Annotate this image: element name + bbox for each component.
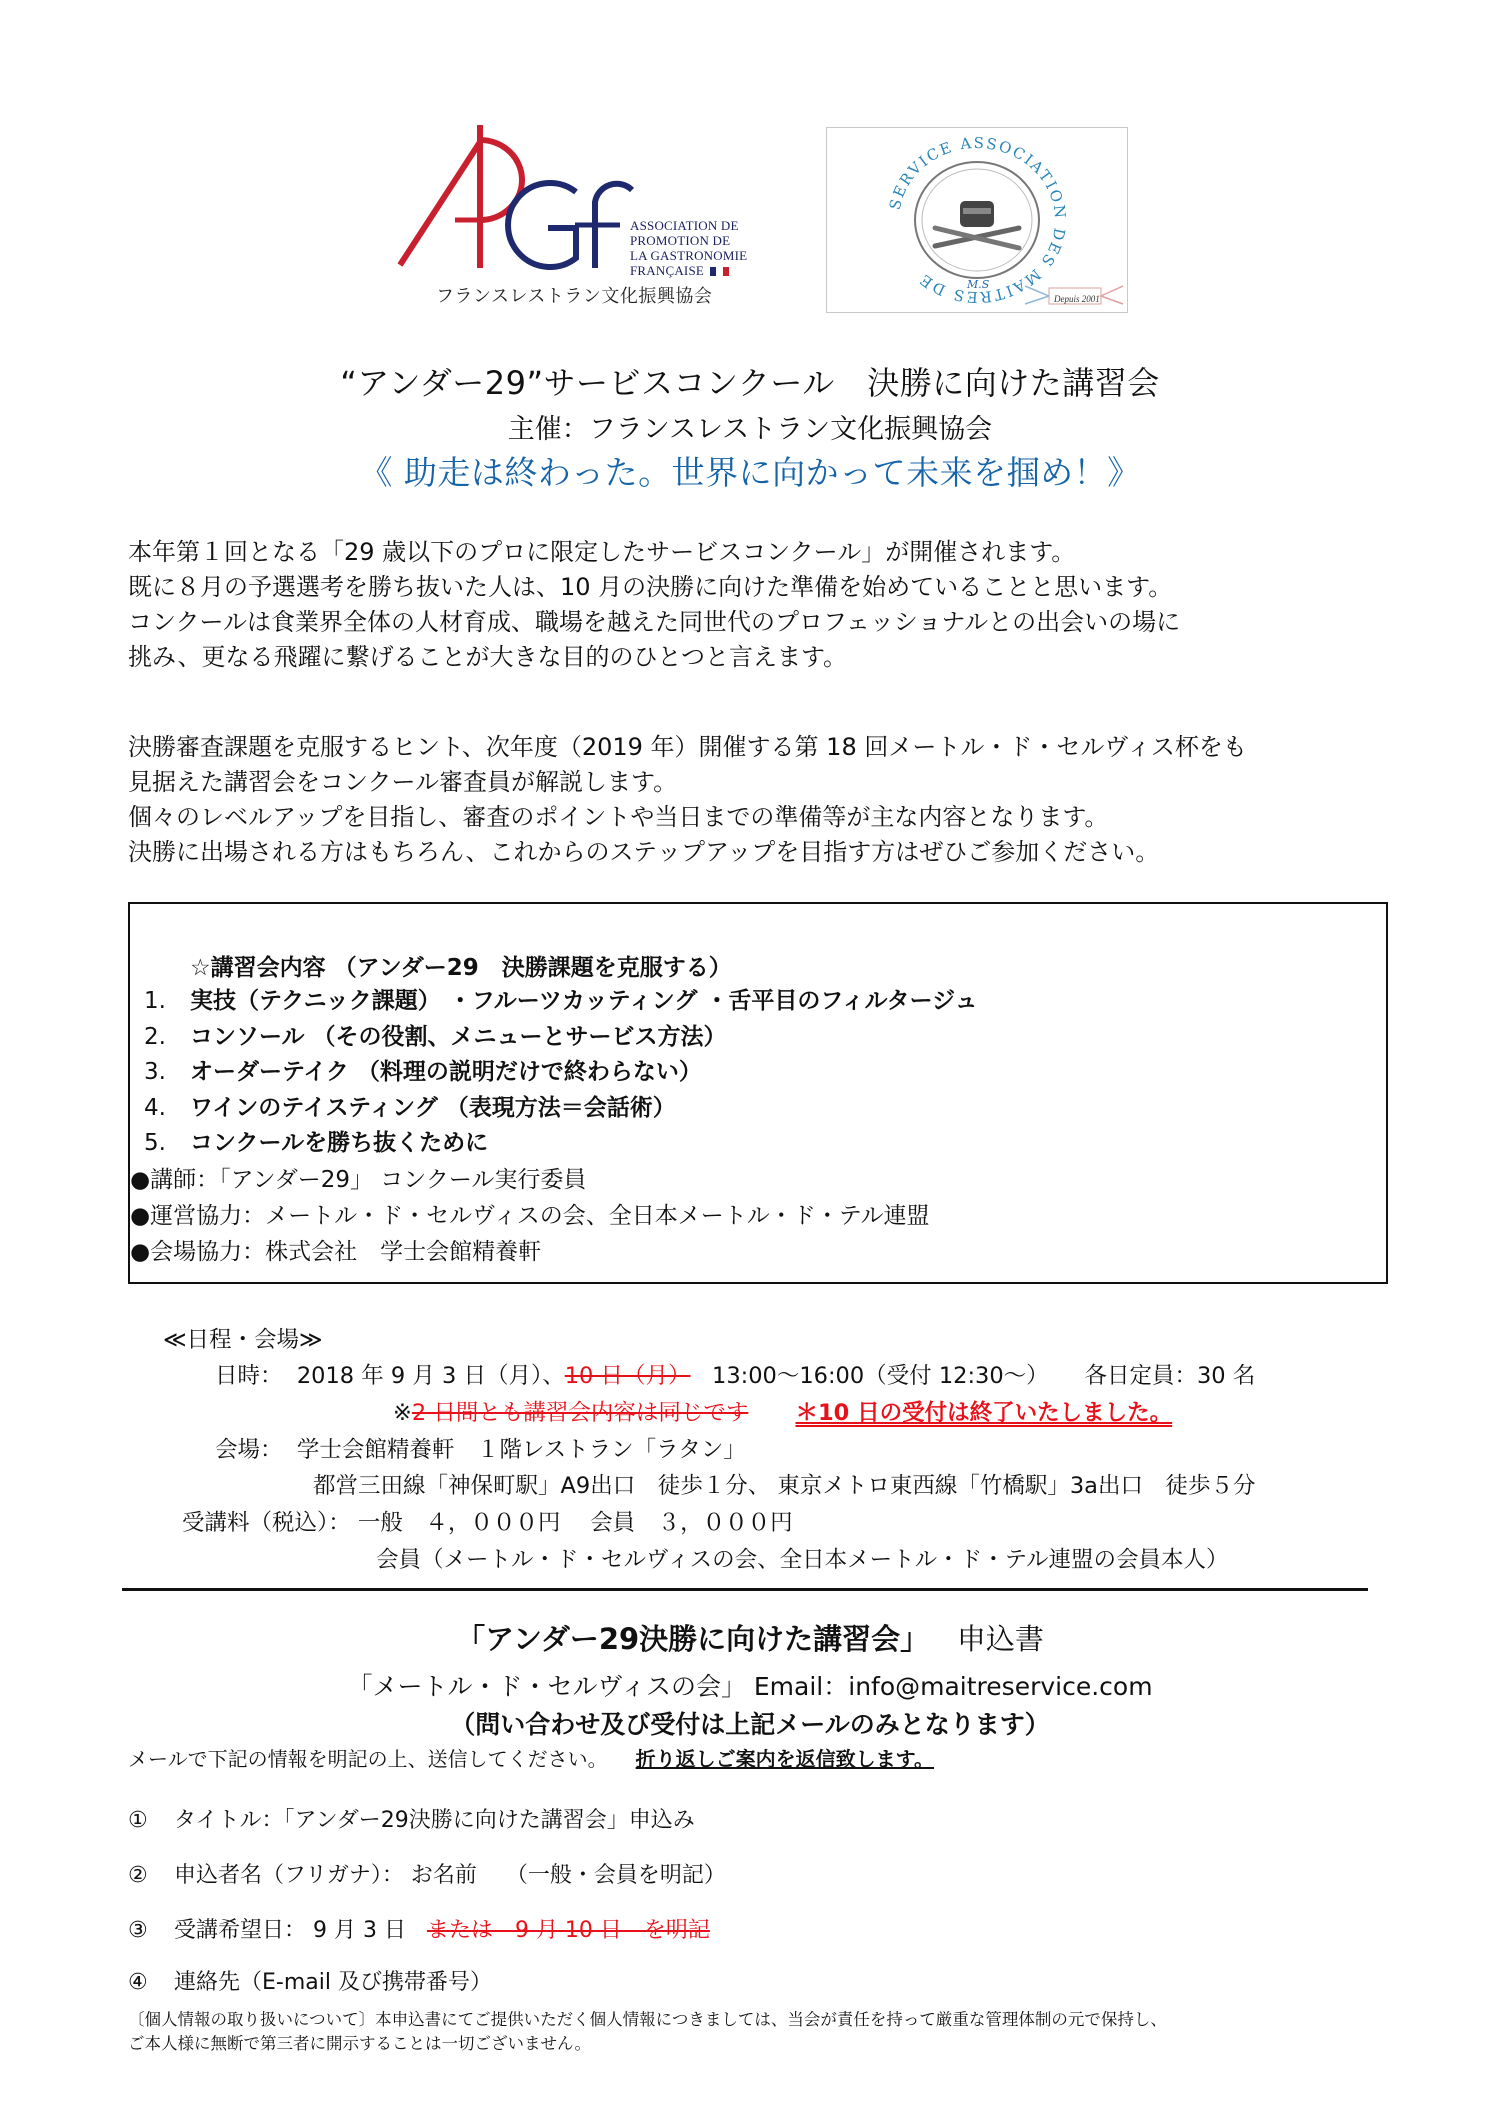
application-instruction: メールで下記の情報を明記の上、送信してください。 折り返しご案内を返信致します。 (128, 1747, 935, 1771)
apgf-name-jp: フランスレストラン文化振興協会 (436, 286, 713, 307)
box-heading: ☆講習会内容 （アンダー29 決勝課題を克服する） (190, 955, 732, 981)
maitres-emblem-icon (827, 128, 1127, 312)
fee-line: 受講料（税込）： 一般 ４，０００円 会員 ３，０００円 (182, 1510, 793, 1536)
slogan: 《 助走は終わった。世界に向かって未来を掴め！》 (359, 453, 1141, 492)
required-field-3: ③ 受講希望日： 9 月 3 日 または 9 月 10 日 を明記 (128, 1918, 710, 1943)
svg-text:M.S: M.S (967, 278, 990, 291)
list-item: 4. ワインのテイスティング （表現方法＝会話術） (144, 1094, 676, 1121)
intro-paragraph-1: 本年第１回となる「29 歳以下のプロに限定したサービスコンクール」が開催されます。 既に８月の予選選考を勝ち抜いた人は、10 月の決勝に向けた準備を始めていることと思います。 コンクールは食業界全体の人材育成、職場を越えた同世代のプロフェッショナルとの出会いの場に 挑み、更なる飛躍に繋げることが大きな目的のひとつと言えます。 (128, 538, 1181, 671)
required-field-2: ② 申込者名（フリガナ）： お名前 （一般・会員を明記） (128, 1863, 726, 1888)
list-item: 5. コンクールを勝ち抜くために (144, 1130, 489, 1156)
organizers-info (130, 1162, 930, 1270)
required-field-1: ① タイトル：「アンダー29決勝に向けた講習会」申込み (128, 1808, 695, 1833)
datetime-line: 日時： 2018 年 9 月 3 日（月）、10 日（月） 13:00～16:00（受付 12:30～） 各日定員：30 名 (215, 1363, 1256, 1389)
page-title: “アンダー29”サービスコンクール 決勝に向けた講習会 (340, 364, 1160, 402)
divider (122, 1588, 1368, 1591)
application-title: 「アンダー29決勝に向けた講習会」 申込書 (456, 1622, 1044, 1656)
access-line: 都営三田線「神保町駅」A9出口 徒歩１分、 東京メトロ東西線「竹橋駅」3a出口 徒歩５分 (313, 1473, 1256, 1499)
depuis-ribbon: Depuis 2001 (1054, 294, 1100, 304)
seminar-topics-list (144, 984, 978, 1162)
list-item: 3. オーダーテイク （料理の説明だけで終わらない） (144, 1059, 702, 1085)
contact-note: （問い合わせ及び受付は上記メールのみとなります） (450, 1710, 1050, 1739)
registration-closed-notice: ＊10 日の受付は終了いたしました。 (795, 1400, 1173, 1426)
privacy-notice: 〔個人情報の取り扱いについて〕本申込書にてご提供いただく個人情報につきましては、当会が責任を持って厳重な管理体制の元で保持し、 ご本人様に無断で第三者に開示することは一切ございません。 (128, 2010, 1167, 2053)
seminar-content-box (128, 902, 1388, 1284)
apgf-logo (380, 120, 760, 320)
operation-partner-line: ●運営協力：メートル・ド・セルヴィスの会、全日本メートル・ド・テル連盟 (130, 1203, 930, 1229)
lecturer-line: ●講師：「アンダー29」 コンクール実行委員 (130, 1167, 587, 1193)
host-line: 主催：フランスレストラン文化振興協会 (507, 414, 993, 445)
venue-line: 会場： 学士会館精養軒 １階レストラン「ラタン」 (215, 1437, 746, 1463)
flag-icon (710, 267, 716, 276)
intro-paragraph-2: 決勝審査課題を克服するヒント、次年度（2019 年）開催する第 18 回メートル・ド・セルヴィス杯をも 見据えた講習会をコンクール審査員が解説します。 個々のレベルアップを目指し、審査のポイントや当日までの準備等が主な内容となります。 決勝に出場される方はもちろん、これからのステップアップを目指す方はぜひご参加ください。 (128, 733, 1247, 866)
member-note: 会員（メートル・ド・セルヴィスの会、全日本メートル・ド・テル連盟の会員本人） (376, 1547, 1229, 1573)
list-item: 2. コンソール （その役割、メニューとサービス方法） (144, 1023, 727, 1050)
schedule-heading: ≪日程・会場≫ (163, 1327, 323, 1353)
required-field-4: ④ 連絡先（E-mail 及び携帯番号） (128, 1970, 492, 1995)
schedule-note-line: ※2 日間とも講習会内容は同じです ＊10 日の受付は終了いたしました。 (393, 1400, 1173, 1426)
venue-partner-line: ●会場協力：株式会社 学士会館精養軒 (130, 1239, 542, 1265)
struck-date: 10 日（月） (564, 1363, 691, 1389)
apgf-name-en: ASSOCIATION DE PROMOTION DE LA GASTRONOMIE FRANÇAISE (630, 218, 748, 278)
svg-text:SERVICE ASSOCIATION DES MAITRE: SERVICE ASSOCIATION DES MAITRES DE (885, 133, 1070, 307)
maitres-de-service-logo (826, 127, 1128, 313)
list-item: 1. 実技（テクニック課題） ・フルーツカッティング ・舌平目のフィルタージュ (144, 988, 978, 1014)
application-email-line: 「メートル・ド・セルヴィスの会」 Email：info@maitreservice.com (347, 1672, 1153, 1701)
